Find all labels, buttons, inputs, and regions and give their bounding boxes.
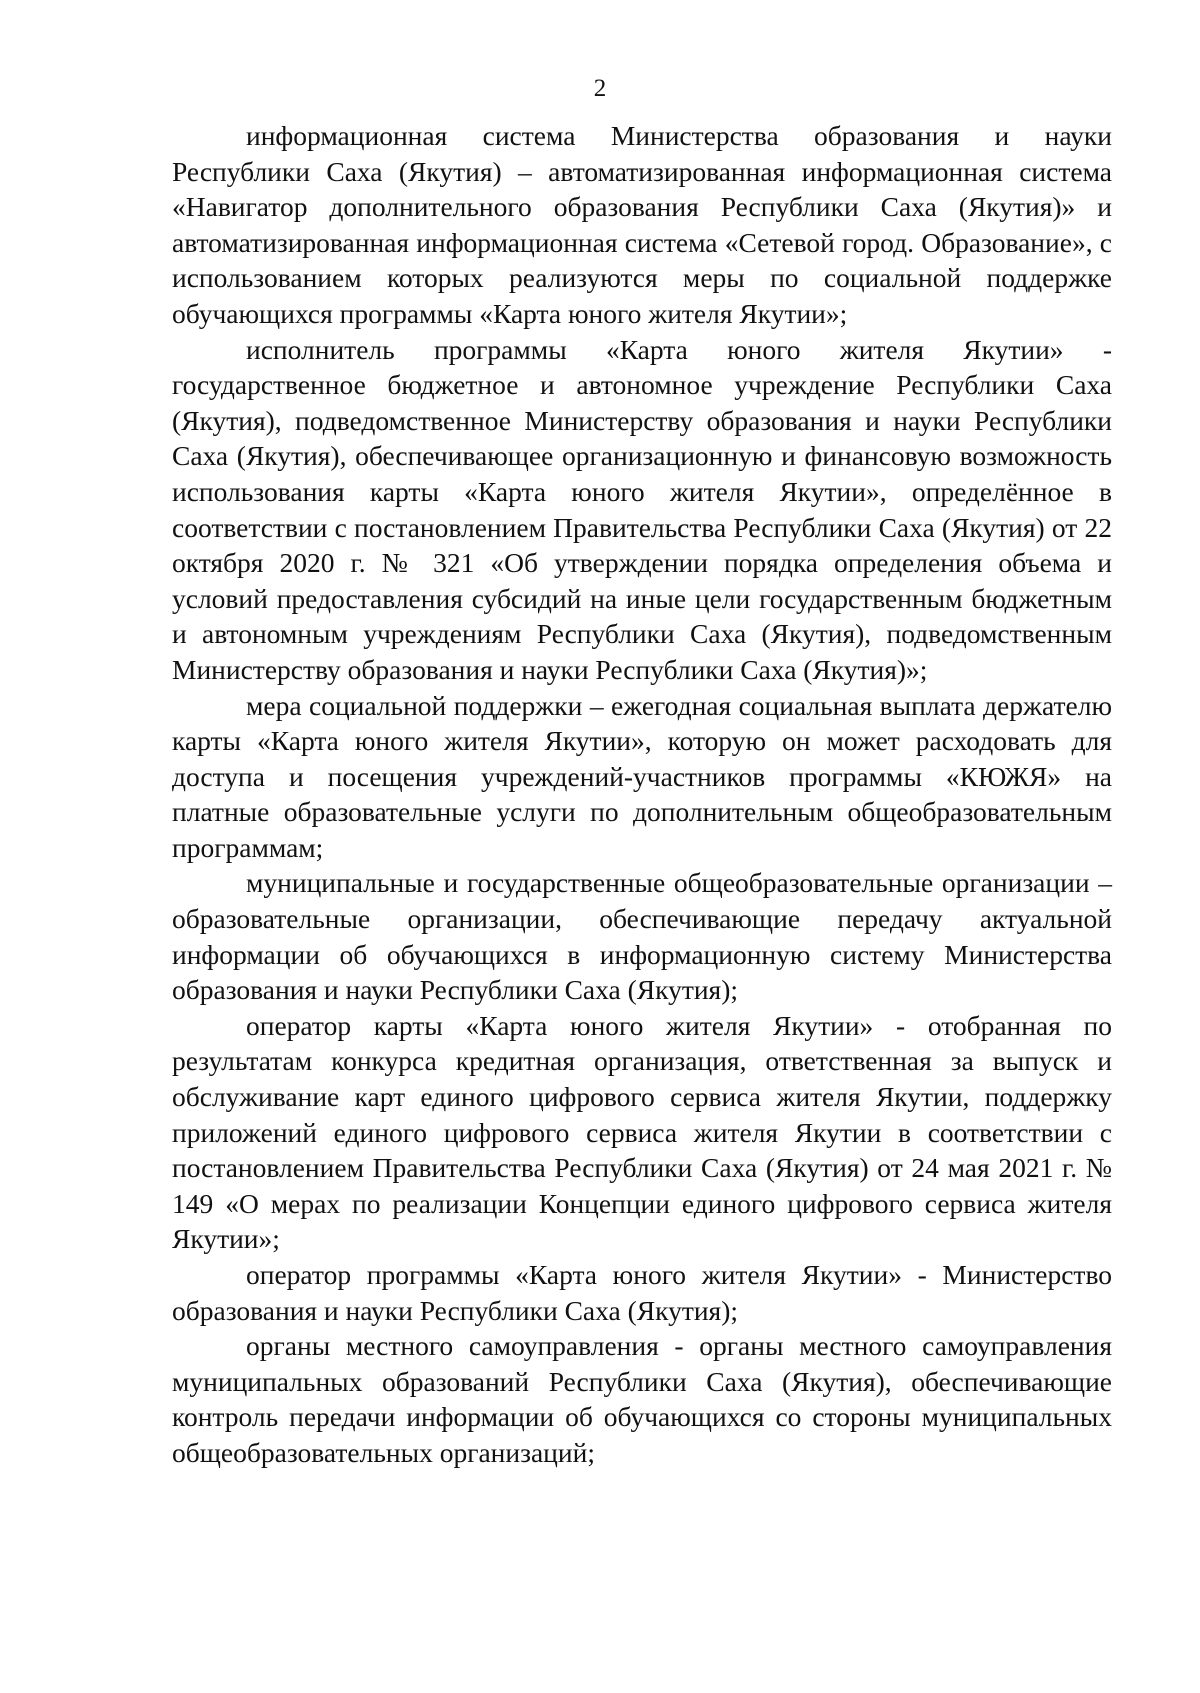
document-body [172,118,1112,1471]
paragraph-social-support-measure: мера социальной поддержки – ежегодная социальная выплата держателю карты «Карта юного жителя Якутии», которую он может расходовать для доступа и посещения учреждений-участников программы «КЮЖЯ» на платные образовательные услуги по дополнительным общеобразовательным программам; [172,689,1112,863]
paragraph-program-operator: оператор программы «Карта юного жителя Якутии» - Министерство образования и науки Республики Саха (Якутия); [172,1259,1112,1326]
page-number: 2 [593,75,607,102]
paragraph-card-operator: оператор карты «Карта юного жителя Якутии» - отобранная по результатам конкурса кредитная организация, ответственная за выпуск и обслуживание карт единого цифрового сервиса жителя Якутии, поддержку приложений единого цифрового сервиса жителя Якутии в соответствии с постановлением Правительства Республики Саха (Якутия) от 24 мая 2021 г. № 149 «О мерах по реализации Концепции единого цифрового сервиса жителя Якутии»; [172,1009,1112,1255]
paragraph-information-system: информационная система Министерства образования и науки Республики Саха (Якутия) – автоматизированная информационная система «Навигатор дополнительного образования Республики Саха (Якутия)» и автоматизированная информационная система «Сетевой город. Образование», с использованием которых реализуются меры по социальной поддержке обучающихся программы «Карта юного жителя Якутии»; [172,120,1112,329]
paragraph-program-executor: исполнитель программы «Карта юного жителя Якутии» - государственное бюджетное и автономное учреждение Республики Саха (Якутия), подведомственное Министерству образования и науки Республики Саха (Якутия), обеспечивающее организационную и финансовую возможность использования карты «Карта юного жителя Якутии», определённое в соответствии с постановлением Правительства Республики Саха (Якутия) от 22 октября 2020 г. № 321 «Об утверждении порядка определения объема и условий предоставления субсидий на иные цели государственным бюджетным и автономным учреждениям Республики Саха (Якутия), подведомственным Министерству образования и науки Республики Саха (Якутия)»; [172,333,1112,685]
paragraph-educational-organizations: муниципальные и государственные общеобразовательные организации – образовательные организации, обеспечивающие передачу актуальной информации об обучающихся в информационную систему Министерства образования и науки Республики Саха (Якутия); [172,867,1112,1006]
paragraph-local-government: органы местного самоуправления - органы местного самоуправления муниципальных образований Республики Саха (Якутия), обеспечивающие контроль передачи информации об обучающихся со стороны муниципальных общеобразовательных организаций; [172,1330,1112,1468]
